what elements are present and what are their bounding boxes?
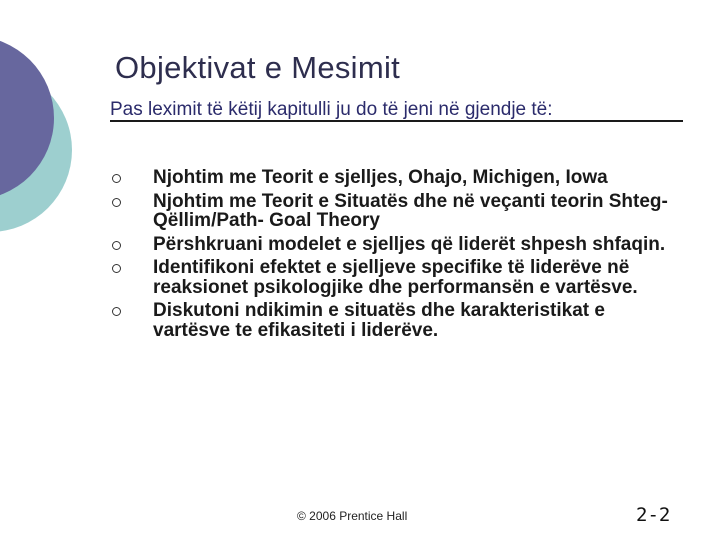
objective-text: Diskutoni ndikimin e situatës dhe karakteristikat e vartësve te efikasiteti i liderëve.	[153, 300, 605, 341]
page-number: 2-2	[636, 504, 671, 526]
slide-subtitle	[110, 98, 685, 122]
list-item	[110, 168, 670, 188]
list-item	[110, 235, 670, 255]
decorative-circles	[0, 0, 110, 300]
circle-bullet-icon	[112, 264, 121, 273]
objective-text: Njohtim me Teorit e sjelljes, Ohajo, Michigen, Iowa	[153, 167, 608, 188]
list-item	[110, 258, 670, 297]
objective-text: Njohtim me Teorit e Situatës dhe në veçanti teorin Shteg-Qëllim/Path- Goal Theory	[153, 190, 668, 231]
circle-bullet-icon	[112, 241, 121, 250]
slide-title: Objektivat e Mesimit	[115, 50, 401, 85]
circle-bullet-icon	[112, 198, 121, 207]
objective-text: Identifikoni efektet e sjelljeve specifike të liderëve në reaksionet psikologjike dhe performansën e vartësve.	[153, 257, 638, 298]
list-item	[110, 301, 670, 340]
list-item	[110, 192, 670, 231]
circle-bullet-icon	[112, 174, 121, 183]
objectives-list	[110, 168, 670, 344]
copyright-footer: © 2006 Prentice Hall	[297, 509, 408, 523]
circle-bullet-icon	[112, 307, 121, 316]
purple-circle	[0, 36, 54, 200]
teal-circle	[0, 68, 72, 232]
objective-text: Përshkruani modelet e sjelljes që liderët shpesh shfaqin.	[153, 233, 666, 255]
subtitle-text: Pas leximit të këtij kapitulli ju do të jeni në gjendje të:	[110, 99, 553, 120]
